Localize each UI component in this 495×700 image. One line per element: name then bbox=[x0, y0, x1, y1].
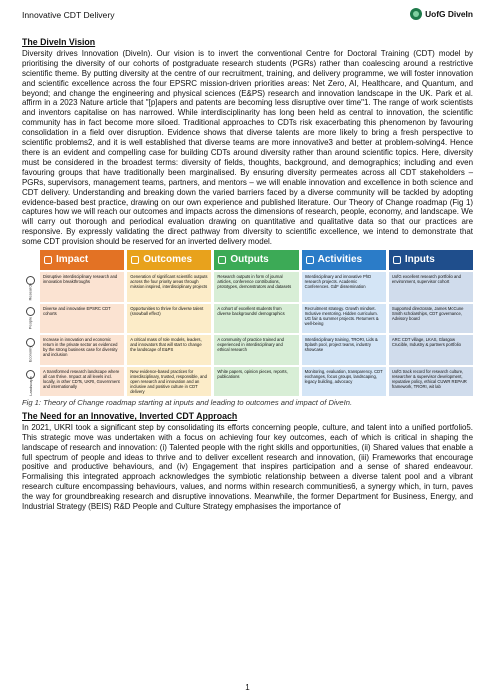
header-right-label: UofG DiveIn bbox=[425, 9, 473, 19]
outputs-icon bbox=[218, 256, 226, 264]
vision-paragraph: Diversity drives Innovation (DiveIn). Our vision is to invert the conventional Centre for Doctoral Training (CDT) model by prioritising the diversity of our cohorts of postgraduate research students (PGRs) rather than coalescing around a restrictive scientific theme. By putting diversity at the centre of our recruitment, training, and delivery programme, we will foster innovation and scientific excellence across the four EPSRC mission-driven priorities areas: Net Zero, AI, Healthcare, and Quantum, and beyond; and change the engineering and physical sciences (E&PS) research and innovation landscape in the UK. Park et al. affirm in a 2023 Nature article that "[p]apers and patents are becoming less disruptive over time"1. The range of work scientists and inventors capitalise on has narrowed. While interdisciplinarity has long been held as central to innovation, the scientific community has in fact become more siloed. Traditional approaches to CDTs risk exacerbating this phenomenon by favouring consolidation in a field over disruption. Evidence shows that diverse talents are more likely to bring a fresh perspective to scientific problems2, and it is well established that diverse teams are more innovative3 and better at problem-solving4. Hence there is an evident and compelling case for building CDTs around diversity rather than around scientific topics. Here, diversity must be considered in the broadest terms: diversity of fields, thoughts, background, and demographics; including and even favouring groups that have traditionally been marginalised. By ensuring diversity permeates across all CDT stakeholders – PGRs, supervisors, management teams, partners, and mentors – we will enable innovation and excellence in both science and CDT delivery. Understanding and breaking down the varied barriers faced by a diverse community will be tackled by adopting evidence-based best practice, drawing on our own experience and published literature. Our Theory of Change roadmap (Fig 1) captures how we will reach our outcomes and impacts across the dimensions of research, people, economy, and landscape. We will carry out thorough and periodical evaluation drawing on quantitative and qualitative data so that our practices are responsive. By expressly validating the direct pathway from diversity to scientific excellence, we intend to demonstrate that some CDT provision should be reserved for an inverted delivery model. bbox=[22, 48, 473, 247]
figure-cell: A transformed research landscape where all can thrive. Impact at all levels incl. locally, in other CDTs, UKRI, Government and internationally bbox=[40, 367, 124, 397]
figure-caption: Fig 1: Theory of Change roadmap starting at inputs and leading to outcomes and impact of DiveIn. bbox=[22, 398, 353, 408]
figure-cell: A community of practice trained and experienced in interdisciplinary and ethical research bbox=[214, 335, 298, 365]
figure-cell: ARC CDT village, LKAS, Glasgow Crucible, Industry & partners portfolio bbox=[389, 335, 473, 365]
figure-cell: Disruptive interdisciplinary research and innovation breakthroughs bbox=[40, 272, 124, 302]
theory-of-change-figure bbox=[22, 250, 473, 396]
header-right bbox=[410, 8, 473, 20]
figure-cell: Monitoring, evaluation, transparency. CDT exchanges, focus groups, landscaping, legacy building, advocacy bbox=[302, 367, 386, 397]
vision-title: The DiveIn Vision bbox=[22, 37, 96, 47]
column-outcomes bbox=[127, 250, 211, 396]
column-impact bbox=[40, 250, 124, 396]
column-header: Impact bbox=[40, 250, 124, 270]
need-title: The Need for an Innovative, Inverted CDT Approach bbox=[22, 410, 238, 421]
figure-cell: Interdisciplinary training, TRORI, Lids & Splash pool, project teams, industry showcase bbox=[302, 335, 386, 365]
figure-cell: Increase in innovation and economic return in the private sector as evidenced by the strong business case for diversity and inclusion bbox=[40, 335, 124, 365]
row-label-research: Research bbox=[22, 272, 39, 301]
figure-cell: New evidence-based practices for interdisciplinary, trusted, responsible, and open research and innovation and an inclusive and positive culture in CDT delivery bbox=[127, 367, 211, 397]
column-outputs bbox=[214, 250, 298, 396]
figure-cell: Generation of significant scientific outputs across the four priority areas through mission inspired, interdisciplinary projects bbox=[127, 272, 211, 302]
impact-icon bbox=[44, 256, 52, 264]
figure-cell: White papers, opinion pieces, reports, publications bbox=[214, 367, 298, 397]
figure-cell: A cohort of excellent students from diverse backgrounds/ demographics bbox=[214, 304, 298, 334]
row-label-landscape: Landscape bbox=[22, 365, 39, 396]
page-header bbox=[22, 8, 473, 22]
header-left: Innovative CDT Delivery bbox=[22, 10, 115, 20]
row-label-economy: Economy bbox=[22, 334, 39, 363]
figure-cell: Diverse and innovative EPSRC CDT cohorts bbox=[40, 304, 124, 334]
inputs-icon bbox=[393, 256, 401, 264]
uofg-logo-icon bbox=[410, 8, 422, 20]
row-label-people: People bbox=[22, 303, 39, 332]
figure-cell: UofG excellent research portfolio and environment, supervisor cohort bbox=[389, 272, 473, 302]
column-header: Activities bbox=[302, 250, 386, 270]
column-header: Outcomes bbox=[127, 250, 211, 270]
column-inputs bbox=[389, 250, 473, 396]
figure-cell: UofG track record for research culture, researcher & supervisor development, reputative policy, ethical CUWR REPAIR framework, TRORI, wit lab bbox=[389, 367, 473, 397]
activities-icon bbox=[306, 256, 314, 264]
figure-cell: Opportunities to thrive for diverse talent (snowball effect) bbox=[127, 304, 211, 334]
figure-cell: Recruitment strategy. Growth mindset. Inclusive mentoring. Hidden curriculum. UG fair & summer projects. Returners & well-being bbox=[302, 304, 386, 334]
figure-cell: Research outputs in form of journal articles, conference contributions, prototypes, demonstrators and datasets bbox=[214, 272, 298, 302]
figure-cell: Supported directorate, James McCune Smith scholarships, CDT governance, Advisory board bbox=[389, 304, 473, 334]
column-header: Inputs bbox=[389, 250, 473, 270]
column-activities bbox=[302, 250, 386, 396]
figure-cell: A critical mass of role models, leaders, and innovators that will start to change the landscape of E&PS bbox=[127, 335, 211, 365]
document-body bbox=[22, 38, 473, 512]
column-header: Outputs bbox=[214, 250, 298, 270]
need-paragraph: In 2021, UKRI took a significant step by consolidating its efforts concerning people, culture, and talent into a unified portfolio5. This strategic move was undertaken with a focus on achieving four key outcomes, each of which is critical in shaping the landscape of research and innovation: (i) Talented people with the right skills and opportunities, (ii) Shared values that enable a full spectrum of people and ideas to thrive and to deliver excellent research and innovation, (iii) Frameworks that encourage positive and productive behaviours, and (iv) Engagement that inspires participation and a sense of shared endeavour. Formalising this integrated approach acknowledges the symbiotic relationship between a diverse talent pool and a vibrant research culture encompassing behaviours, values, and norms within research communities6, a synergy which, in turn, paves the way for groundbreaking research and disruptive innovations. Meanwhile, the former Department for Business, Energy, and Industrial Strategy (BEIS) R&D People and Culture Strategy emphasises the importance of bbox=[22, 422, 473, 512]
people-icon bbox=[26, 307, 35, 316]
outcomes-icon bbox=[131, 256, 139, 264]
figure-cell: Interdisciplinary and innovative PhD research projects. Academic Conferences. GdF dissemination bbox=[302, 272, 386, 302]
page-number: 1 bbox=[245, 683, 250, 692]
